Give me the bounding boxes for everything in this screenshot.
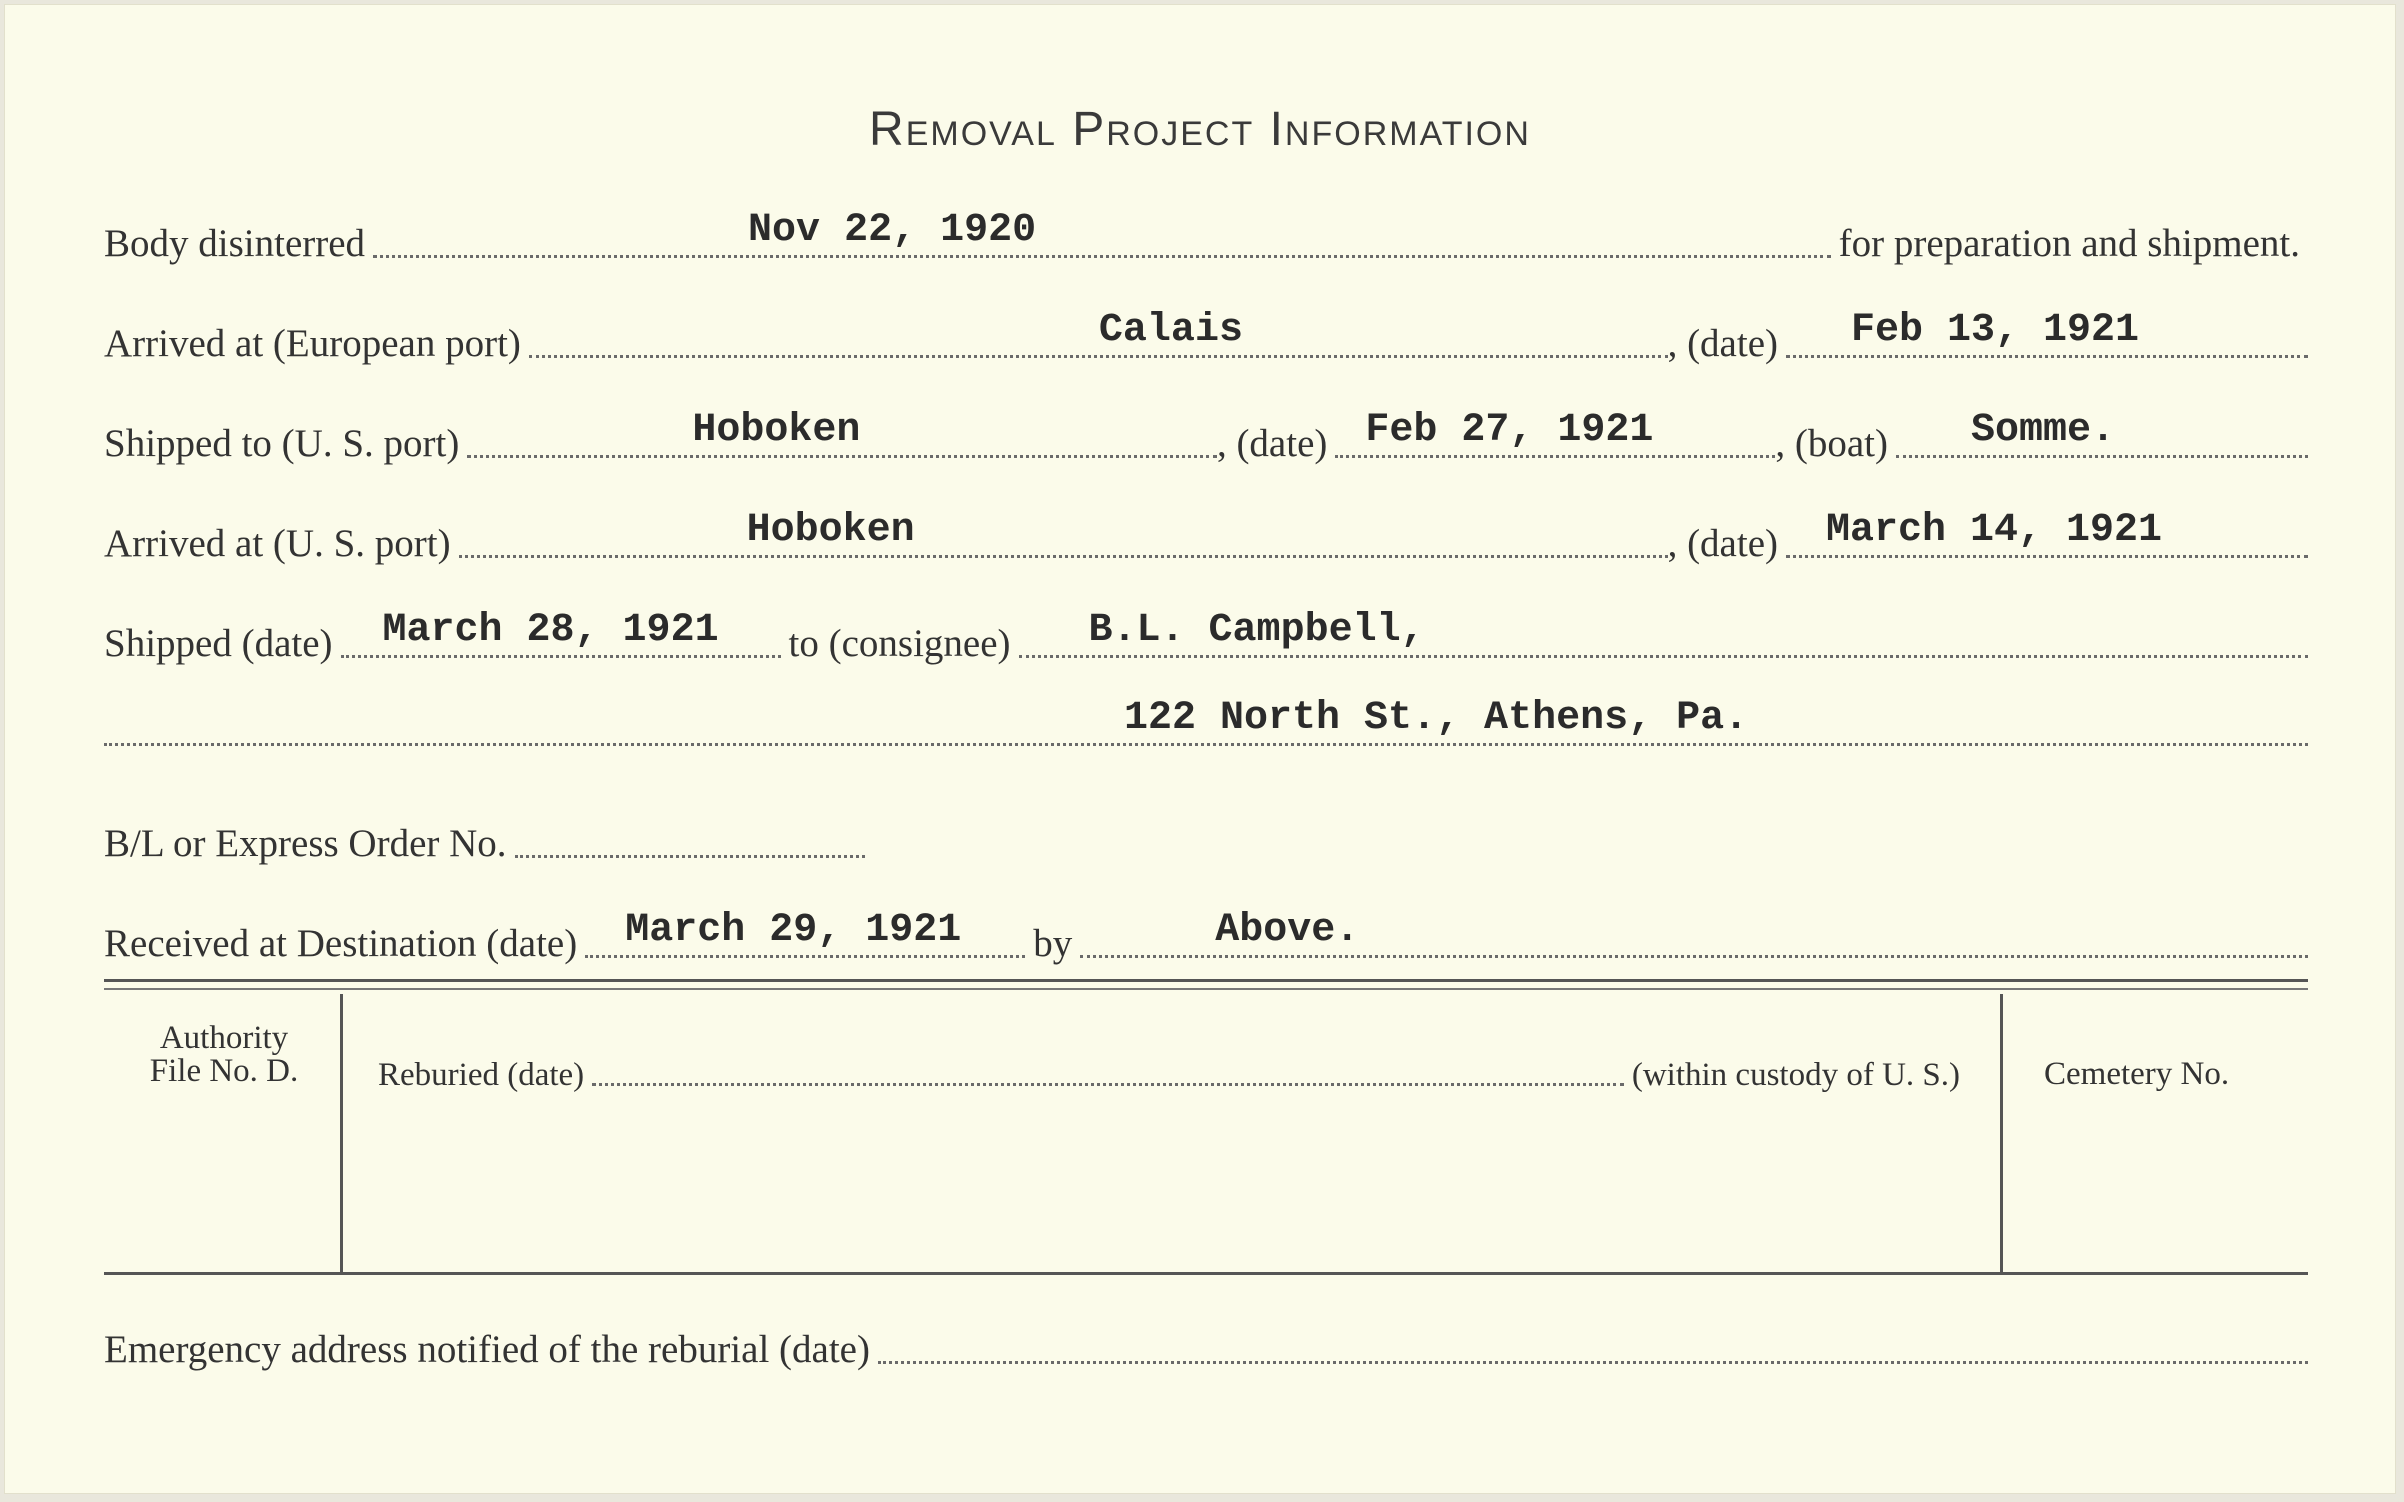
authority-file-header	[116, 1022, 332, 1088]
value-european-date: Feb 13, 1921	[1851, 308, 2140, 353]
label-received-by: by	[1033, 922, 1073, 965]
field-shipped-date[interactable]	[1335, 408, 1775, 458]
label-bl-order: B/L or Express Order No.	[104, 822, 507, 865]
field-boat[interactable]	[1896, 408, 2308, 458]
table-bottom-rule	[104, 1272, 2308, 1275]
label-received: Received at Destination (date)	[104, 922, 578, 965]
row-arrived-european	[104, 308, 2308, 372]
row-emergency	[104, 1322, 2308, 1378]
label-arrived-european: Arrived at (European port)	[104, 322, 521, 365]
row-shipped-consignee	[104, 608, 2308, 672]
field-bl-order[interactable]	[515, 815, 865, 858]
authority-label: Authority	[159, 1020, 289, 1056]
label-reburied: Reburied (date)	[378, 1057, 585, 1093]
label-boat: , (boat)	[1775, 422, 1888, 465]
value-disinterred-date: Nov 22, 1920	[748, 208, 1037, 253]
table-divider-right	[2000, 994, 2003, 1272]
label-shipped-us: Shipped to (U. S. port)	[104, 422, 460, 465]
label-preparation-shipment: for preparation and shipment.	[1838, 222, 2300, 265]
value-received-date: March 29, 1921	[625, 908, 962, 953]
value-shipped-date: Feb 27, 1921	[1365, 408, 1654, 453]
value-shipped-date-2: March 28, 1921	[382, 608, 719, 653]
value-boat: Somme.	[1971, 408, 2116, 453]
row-arrived-us	[104, 508, 2308, 572]
table-divider-left	[340, 994, 343, 1272]
table-top-rule-2	[104, 988, 2308, 990]
label-shipped-date: , (date)	[1216, 422, 1328, 465]
field-reburied-date[interactable]	[592, 1043, 1624, 1086]
label-arrived-us-date: , (date)	[1667, 522, 1778, 565]
value-european-port: Calais	[1098, 308, 1243, 353]
label-shipped-date-2: Shipped (date)	[104, 622, 333, 665]
field-shipped-date-2[interactable]	[341, 608, 781, 658]
form-title: Removal Project Information	[869, 103, 1531, 156]
label-arrived-us: Arrived at (U. S. port)	[104, 522, 451, 565]
cemetery-no-label: Cemetery No.	[2044, 1056, 2230, 1092]
field-arrived-us-date[interactable]	[1786, 508, 2308, 558]
field-european-port[interactable]	[529, 308, 1668, 358]
field-consignee[interactable]	[1019, 608, 2308, 658]
row-body-disinterred	[104, 208, 2308, 272]
label-emergency: Emergency address notified of the reburial (date)	[104, 1328, 870, 1371]
label-consignee: to (consignee)	[788, 622, 1011, 665]
field-arrived-us-port[interactable]	[459, 508, 1668, 558]
value-consignee-address: 122 North St., Athens, Pa.	[1124, 696, 1749, 741]
field-us-port[interactable]	[467, 408, 1217, 458]
row-received	[104, 908, 2308, 972]
field-european-date[interactable]	[1786, 308, 2308, 358]
row-shipped-us	[104, 408, 2308, 472]
value-consignee: B.L. Campbell,	[1088, 608, 1425, 653]
row-reburied	[378, 1044, 1968, 1100]
row-consignee-address	[104, 696, 2308, 760]
row-bl-order	[104, 816, 2308, 872]
table-top-rule	[104, 979, 2308, 982]
value-received-by: Above.	[1215, 908, 1360, 953]
field-disinterred-date[interactable]	[373, 208, 1831, 258]
field-consignee-address[interactable]	[104, 696, 2308, 746]
label-custody: (within custody of U. S.)	[1631, 1057, 1960, 1093]
field-emergency-date[interactable]	[878, 1321, 2308, 1364]
value-arrived-us-port: Hoboken	[746, 508, 915, 553]
field-received-date[interactable]	[585, 908, 1025, 958]
value-us-port: Hoboken	[692, 408, 861, 453]
form-card	[4, 4, 2396, 1494]
label-body-disinterred: Body disinterred	[104, 222, 366, 265]
label-european-date: , (date)	[1667, 322, 1778, 365]
file-no-label: File No. D.	[149, 1053, 299, 1089]
field-received-by[interactable]	[1080, 908, 2308, 958]
value-arrived-us-date: March 14, 1921	[1826, 508, 2163, 553]
